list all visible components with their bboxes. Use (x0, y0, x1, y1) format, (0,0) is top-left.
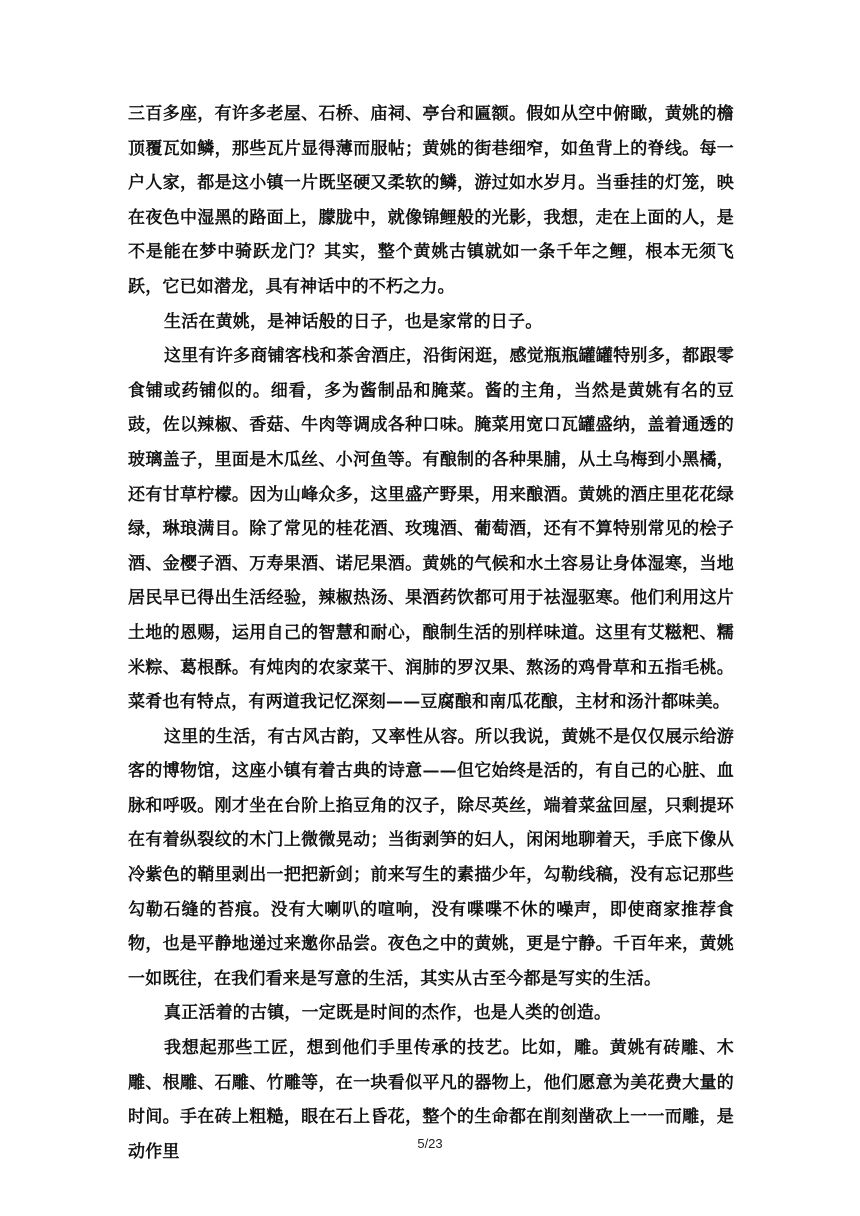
paragraph-5: 真正活着的古镇，一定既是时间的杰作，也是人类的创造。 (164, 1003, 612, 1024)
page-number: 5/23 (417, 1136, 443, 1151)
document-page (128, 97, 734, 1169)
paragraph-1: 三百多座，有许多老屋、石桥、庙祠、亭台和匾额。假如从空中俯瞰，黄姚的檐顶覆瓦如鳞，那些瓦片显得薄而服帖；黄姚的街巷细窄，如鱼背上的脊线。每一户人家，都是这小镇一片既坚硬又柔软的鳞，游过如水岁月。当垂挂的灯笼，映在夜色中湿黑的路面上，朦胧中，就像锦鲤般的光影，我想，走在上面的人，是不是能在梦中骑跃龙门？其实，整个黄姚古镇就如一条千年之鲤，根本无须飞跃，它已如潜龙，具有神话中的不朽之力。 (128, 104, 734, 297)
paragraph-4: 这里的生活，有古风古韵，又率性从容。所以我说，黄姚不是仅仅展示给游客的博物馆，这座小镇有着古典的诗意——但它始终是活的，有自己的心脏、血脉和呼吸。刚才坐在台阶上掐豆角的汉子，除尽英丝，端着菜盆回屋，只剩提环在有着纵裂纹的木门上微微晃动；当街剥笋的妇人，闲闲地聊着天，手底下像从冷紫色的鞘里剥出一把把新剑；前来写生的素描少年，勾勒线稿，没有忘记那些勾勒石缝的苔痕。没有大喇叭的喧响，没有喋喋不休的噪声，即使商家推荐食物，也是平静地递过来邀你品尝。夜色之中的黄姚，更是宁静。千百年来，黄姚一如既往，在我们看来是写意的生活，其实从古至今都是写实的生活。 (128, 726, 734, 989)
paragraph-3: 这里有许多商铺客栈和茶舍酒庄，沿街闲逛，感觉瓶瓶罐罐特别多，都跟零食铺或药铺似的。细看，多为酱制品和腌菜。酱的主角，当然是黄姚有名的豆豉，佐以辣椒、香菇、牛肉等调成各种口味。腌菜用宽口瓦罐盛纳，盖着通透的玻璃盖子，里面是木瓜丝、小河鱼等。有酿制的各种果脯，从土乌梅到小黑橘，还有甘草柠檬。因为山峰众多，这里盛产野果，用来酿酒。黄姚的酒庄里花花绿绿，琳琅满目。除了常见的桂花酒、玫瑰酒、葡萄酒，还有不算特别常见的桧子酒、金樱子酒、万寿果酒、诺尼果酒。黄姚的气候和水土容易让身体湿寒，当地居民早已得出生活经验，辣椒热汤、果酒药饮都可用于祛湿驱寒。他们利用这片土地的恩赐，运用自己的智慧和耐心，酿制生活的别样味道。这里有艾糍粑、糯米粽、葛根酥。有炖肉的农家菜干、润肺的罗汉果、熬汤的鸡骨草和五指毛桃。菜肴也有特点，有两道我记忆深刻——豆腐酿和南瓜花酿，主材和汤汁都味美。 (128, 346, 734, 713)
paragraph-6: 我想起那些工匠，想到他们手里传承的技艺。比如，雕。黄姚有砖雕、木雕、根雕、石雕、竹雕等，在一块看似平凡的器物上，他们愿意为美花费大量的时间。手在砖上粗糙，眼在石上昏花，整个的生命都在削刻凿砍上一一而雕，是动作里 (128, 1038, 734, 1162)
paragraph-2: 生活在黄姚，是神话般的日子，也是家常的日子。 (164, 311, 543, 332)
